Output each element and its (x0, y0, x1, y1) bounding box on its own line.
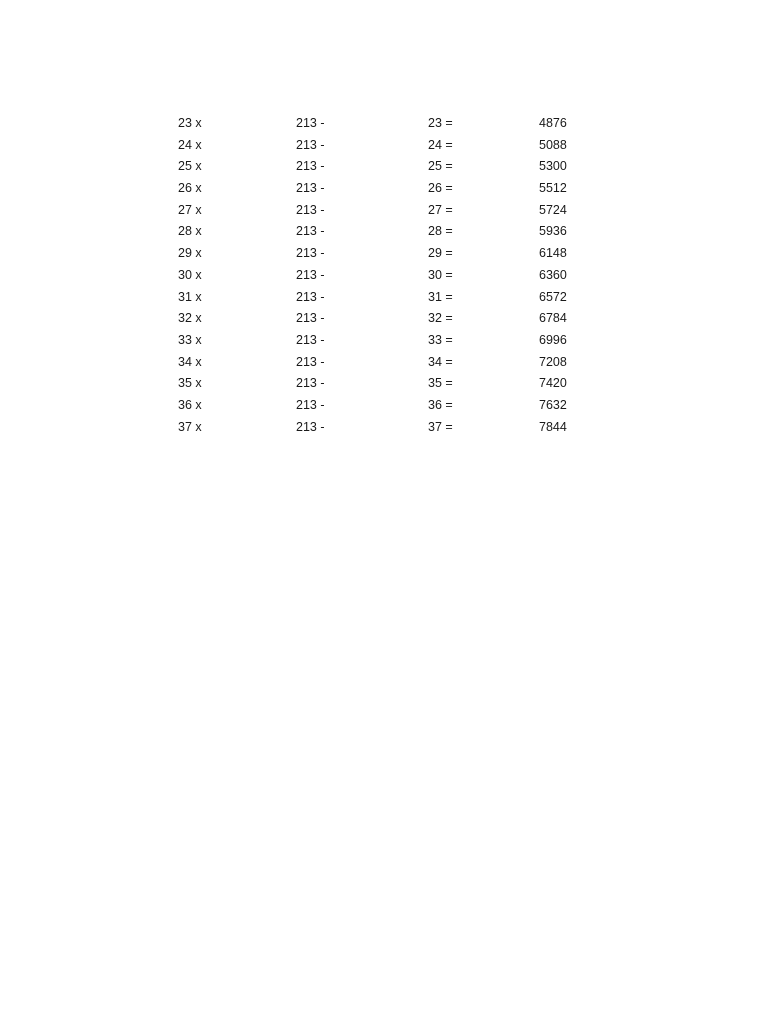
equation-cell: 31 = (428, 289, 453, 304)
multiplier-cell: 25 x (178, 159, 202, 174)
result-cell: 5724 (539, 202, 567, 217)
subtrahend-cell: 213 - (296, 419, 325, 434)
equation-cell: 35 = (428, 376, 453, 391)
equation-cell: 30 = (428, 267, 453, 282)
result-cell: 7420 (539, 376, 567, 391)
result-cell: 6148 (539, 246, 567, 261)
table-row (0, 287, 768, 309)
subtrahend-cell: 213 - (296, 202, 325, 217)
subtrahend-cell: 213 - (296, 267, 325, 282)
multiplier-cell: 31 x (178, 289, 202, 304)
multiplier-cell: 33 x (178, 332, 202, 347)
worksheet-table (0, 113, 768, 438)
result-cell: 6784 (539, 311, 567, 326)
multiplier-cell: 24 x (178, 137, 202, 152)
table-row (0, 373, 768, 395)
table-row (0, 135, 768, 157)
result-cell: 7208 (539, 354, 567, 369)
table-row (0, 178, 768, 200)
multiplier-cell: 35 x (178, 376, 202, 391)
table-row (0, 243, 768, 265)
multiplier-cell: 26 x (178, 181, 202, 196)
result-cell: 4876 (539, 116, 567, 130)
equation-cell: 34 = (428, 354, 453, 369)
table-row (0, 352, 768, 374)
subtrahend-cell: 213 - (296, 246, 325, 261)
subtrahend-cell: 213 - (296, 181, 325, 196)
multiplier-cell: 29 x (178, 246, 202, 261)
multiplier-cell: 34 x (178, 354, 202, 369)
equation-cell: 37 = (428, 419, 453, 434)
multiplier-cell: 28 x (178, 224, 202, 239)
subtrahend-cell: 213 - (296, 376, 325, 391)
equation-cell: 25 = (428, 159, 453, 174)
subtrahend-cell: 213 - (296, 332, 325, 347)
equation-cell: 36 = (428, 397, 453, 412)
multiplier-cell: 27 x (178, 202, 202, 217)
result-cell: 5936 (539, 224, 567, 239)
result-cell: 5512 (539, 181, 567, 196)
equation-cell: 29 = (428, 246, 453, 261)
multiplier-cell: 32 x (178, 311, 202, 326)
equation-cell: 24 = (428, 137, 453, 152)
result-cell: 7632 (539, 397, 567, 412)
result-cell: 5088 (539, 137, 567, 152)
table-row (0, 200, 768, 222)
table-row (0, 265, 768, 287)
multiplier-cell: 23 x (178, 116, 202, 130)
table-row (0, 308, 768, 330)
multiplier-cell: 36 x (178, 397, 202, 412)
subtrahend-cell: 213 - (296, 289, 325, 304)
equation-cell: 32 = (428, 311, 453, 326)
table-row (0, 221, 768, 243)
subtrahend-cell: 213 - (296, 159, 325, 174)
subtrahend-cell: 213 - (296, 397, 325, 412)
equation-cell: 28 = (428, 224, 453, 239)
result-cell: 5300 (539, 159, 567, 174)
equation-cell: 26 = (428, 181, 453, 196)
table-row (0, 330, 768, 352)
subtrahend-cell: 213 - (296, 311, 325, 326)
subtrahend-cell: 213 - (296, 224, 325, 239)
multiplier-cell: 37 x (178, 419, 202, 434)
equation-cell: 23 = (428, 116, 453, 130)
result-cell: 6360 (539, 267, 567, 282)
subtrahend-cell: 213 - (296, 354, 325, 369)
table-row (0, 417, 768, 439)
result-cell: 6572 (539, 289, 567, 304)
result-cell: 7844 (539, 419, 567, 434)
equation-cell: 27 = (428, 202, 453, 217)
table-row (0, 156, 768, 178)
table-row (0, 113, 768, 135)
subtrahend-cell: 213 - (296, 137, 325, 152)
multiplier-cell: 30 x (178, 267, 202, 282)
equation-cell: 33 = (428, 332, 453, 347)
table-row (0, 395, 768, 417)
subtrahend-cell: 213 - (296, 116, 325, 130)
result-cell: 6996 (539, 332, 567, 347)
